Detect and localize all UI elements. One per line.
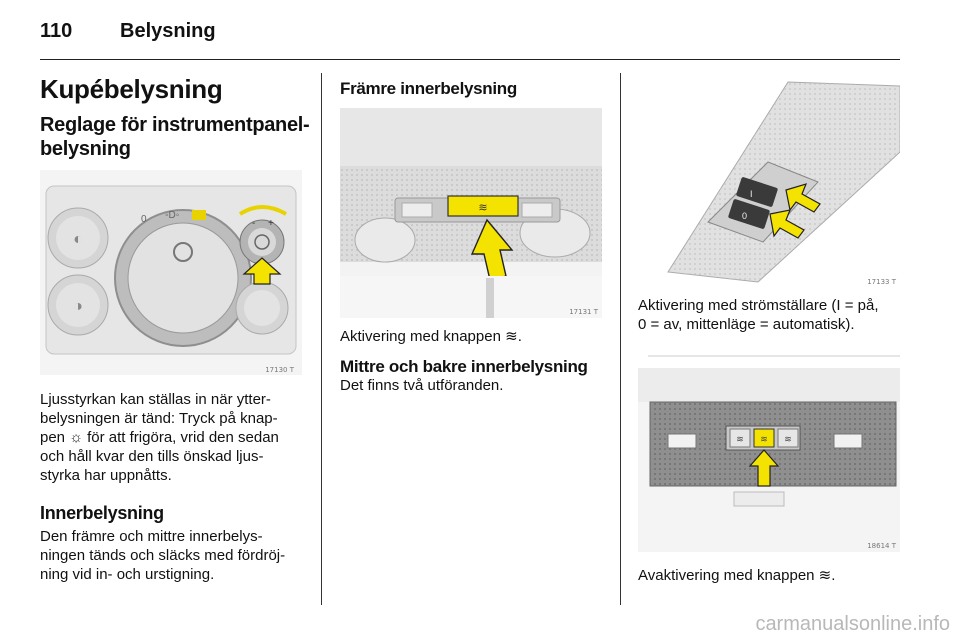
figure-switch-interior-light bbox=[638, 72, 900, 290]
text-fragment: pen bbox=[40, 429, 66, 446]
figure-number: 18614 T bbox=[867, 542, 896, 550]
column-divider-right bbox=[620, 73, 621, 605]
fog-light-icon: ◐ bbox=[73, 231, 83, 248]
watermark: carmanualsonline.info bbox=[755, 613, 950, 635]
text-line: Den främre och mittre innerbelys- bbox=[40, 528, 263, 545]
dial-plus-mark: + bbox=[268, 218, 274, 229]
front-interior-title: Främre innerbelysning bbox=[340, 79, 517, 98]
interior-lamp-icon: ≋ bbox=[736, 434, 744, 444]
middle-rear-interior-title: Mittre och bakre innerbelysning bbox=[340, 357, 588, 376]
dial-zero-mark: 0 bbox=[141, 214, 147, 225]
switch-off-mark: 0 bbox=[742, 211, 748, 221]
dial-minus-mark: - bbox=[252, 218, 256, 229]
caption-punct: . bbox=[517, 328, 522, 345]
subsection-title-line-2: belysning bbox=[40, 138, 131, 160]
paragraph-brightness bbox=[40, 390, 310, 485]
text-line: ningen tänds och släcks med fördröj- bbox=[40, 547, 286, 564]
figure-rear-interior-light bbox=[638, 342, 900, 552]
caption-deactivate bbox=[638, 566, 835, 585]
text-line: och håll kvar den tills önskad ljus- bbox=[40, 448, 264, 465]
text-line-with-icon bbox=[40, 428, 310, 447]
interior-lamp-icon: ≋ bbox=[505, 328, 518, 345]
interior-lamp-icon: ≋ bbox=[784, 434, 792, 444]
header-divider bbox=[40, 59, 900, 60]
parking-light-icon: ◦D◦ bbox=[165, 210, 180, 221]
caption-text: Aktivering med knappen bbox=[340, 328, 501, 345]
subsection-title bbox=[40, 113, 309, 161]
caption-text: Avaktivering med knappen bbox=[638, 567, 815, 584]
dial-knob-icon: ☼ bbox=[69, 429, 83, 446]
two-versions-text: Det finns två utföranden. bbox=[340, 377, 504, 394]
caption-punct: . bbox=[831, 567, 836, 584]
subsection-title-line-1: Reglage för instrumentpanel- bbox=[40, 114, 310, 136]
figure-number: 17131 T bbox=[569, 308, 598, 316]
rear-fog-icon: ◑ bbox=[73, 298, 83, 315]
text-line: styrka har uppnåtts. bbox=[40, 467, 172, 484]
paragraph-interior bbox=[40, 527, 318, 584]
figure-dashboard-light-switch bbox=[40, 170, 302, 375]
text-line: Ljusstyrkan kan ställas in när ytter- bbox=[40, 391, 271, 408]
caption-line: 0 = av, mittenläge = automatisk). bbox=[638, 316, 855, 333]
text-fragment: för att frigöra, vrid den sedan bbox=[87, 429, 279, 446]
switch-on-mark: I bbox=[750, 189, 753, 199]
interior-lamp-icon: ≋ bbox=[478, 202, 488, 214]
section-title: Kupébelysning bbox=[40, 74, 223, 104]
chapter-title: Belysning bbox=[120, 20, 216, 42]
column-divider-left bbox=[321, 73, 322, 605]
page-number: 110 bbox=[40, 20, 73, 42]
figure-number: 17133 T bbox=[867, 278, 896, 286]
figure-front-interior-light bbox=[340, 108, 602, 318]
figure-number: 17130 T bbox=[265, 366, 294, 374]
interior-lamp-icon: ≋ bbox=[818, 567, 832, 584]
interior-lighting-title: Innerbelysning bbox=[40, 503, 164, 523]
caption-front-button bbox=[340, 327, 522, 346]
interior-lamp-icon: ≋ bbox=[760, 434, 768, 444]
caption-switch bbox=[638, 296, 900, 334]
text-line: ning vid in- och urstigning. bbox=[40, 566, 215, 583]
text-line: belysningen är tänd: Tryck på knap- bbox=[40, 410, 278, 427]
caption-line: Aktivering med strömställare (I = på, bbox=[638, 297, 879, 314]
